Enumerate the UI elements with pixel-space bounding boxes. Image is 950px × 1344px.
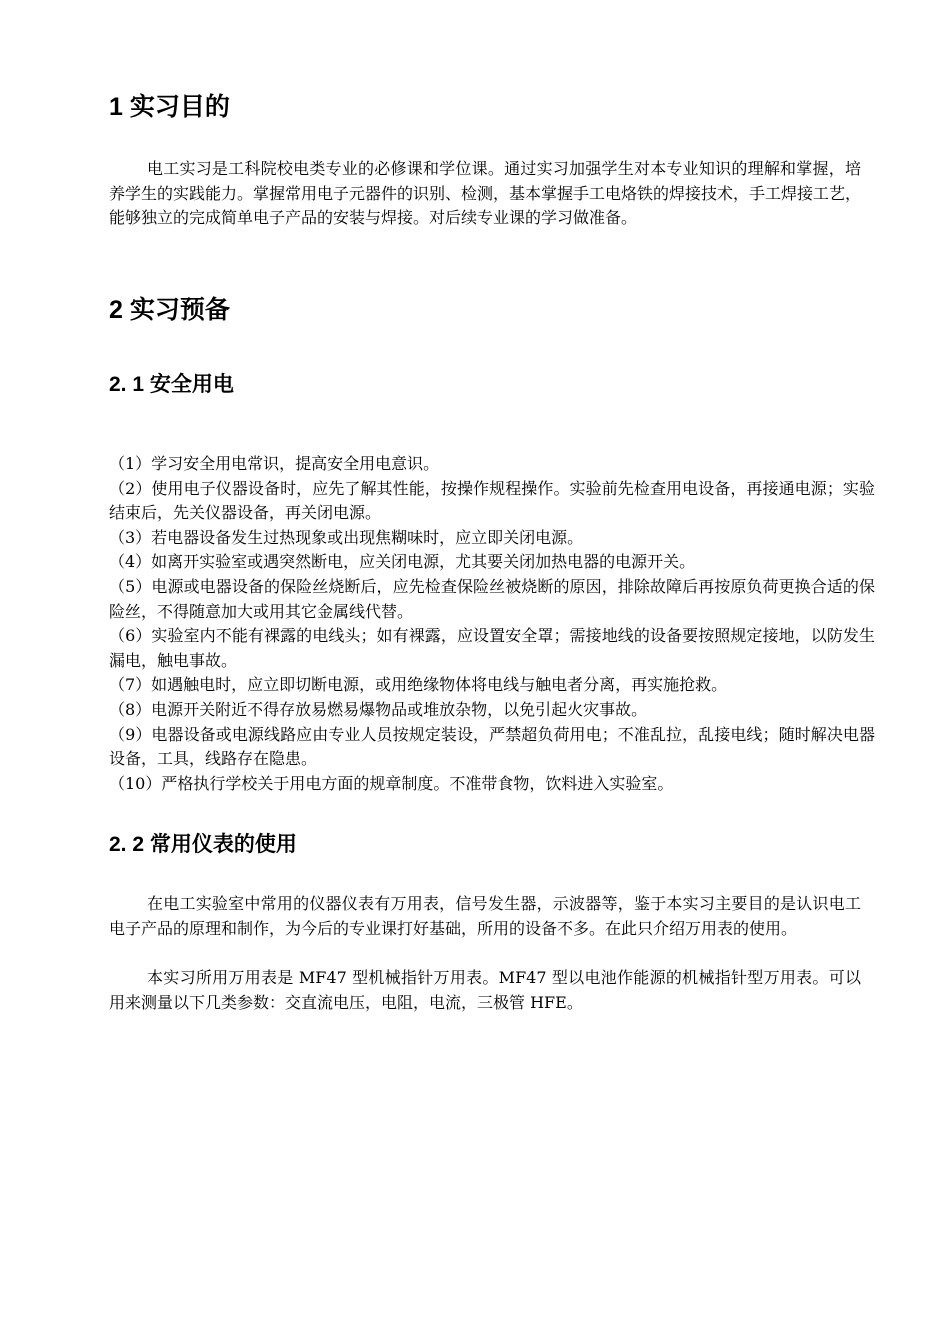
list-item: （9）电器设备或电源线路应由专业人员按规定装设，严禁超负荷用电；不准乱拉，乱接电线；随时解决电器设备，工具，线路存在隐患。 xyxy=(109,724,875,769)
heading-section-2-1: 2. 1 安全用电 xyxy=(109,373,234,396)
heading-section-1: 1 实习目的 xyxy=(109,93,230,121)
list-item: （8）电源开关附近不得存放易燃易爆物品或堆放杂物，以免引起火灾事故。 xyxy=(109,699,648,719)
safety-rules-list xyxy=(109,452,875,796)
list-item: （5）电源或电器设备的保险丝烧断后，应先检查保险丝被烧断的原因，排除故障后再按原负荷更换合适的保险丝，不得随意加大或用其它金属线代替。 xyxy=(109,576,875,621)
list-item: （4）如离开实验室或遇突然断电，应关闭电源，尤其要关闭加热电器的电源开关。 xyxy=(109,552,696,572)
heading-section-2-2: 2. 2 常用仪表的使用 xyxy=(109,833,297,856)
heading-section-2: 2 实习预备 xyxy=(109,296,230,324)
paragraph-multimeter: 本实习所用万用表是 MF47 型机械指针万用表。MF47 型以电池作能源的机械指针型万用表。可以用来测量以下几类参数：交直流电压，电阻，电流，三极管 HFE。 xyxy=(109,968,861,1012)
list-item: （10）严格执行学校关于用电方面的规章制度。不准带食物，饮料进入实验室。 xyxy=(109,773,674,793)
list-item: （3）若电器设备发生过热现象或出现焦糊味时，应立即关闭电源。 xyxy=(109,527,584,547)
list-item: （7）如遇触电时，应立即切断电源，或用绝缘物体将电线与触电者分离，再实施抢救。 xyxy=(109,675,728,695)
paragraph-instruments: 在电工实验室中常用的仪器仪表有万用表，信号发生器，示波器等，鉴于本实习主要目的是认识电工电子产品的原理和制作，为今后的专业课打好基础，所用的设备不多。在此只介绍万用表的使用。 xyxy=(109,894,861,938)
list-item: （1）学习安全用电常识，提高安全用电意识。 xyxy=(109,454,440,473)
list-item: （6）实验室内不能有裸露的电线头；如有裸露，应设置安全罩；需接地线的设备要按照规定接地，以防发生漏电，触电事故。 xyxy=(109,626,875,670)
list-item: （2）使用电子仪器设备时，应先了解其性能，按操作规程操作。实验前先检查用电设备，再接通电源；实验结束后，先关仪器设备，再关闭电源。 xyxy=(109,478,875,523)
paragraph-purpose: 电工实习是工科院校电类专业的必修课和学位课。通过实习加强学生对本专业知识的理解和掌握，培养学生的实践能力。掌握常用电子元器件的识别、检测，基本掌握手工电烙铁的焊接技术，手工焊接工艺，能够独立的完成简单电子产品的安装与焊接。对后续专业课的学习做准备。 xyxy=(109,159,862,227)
